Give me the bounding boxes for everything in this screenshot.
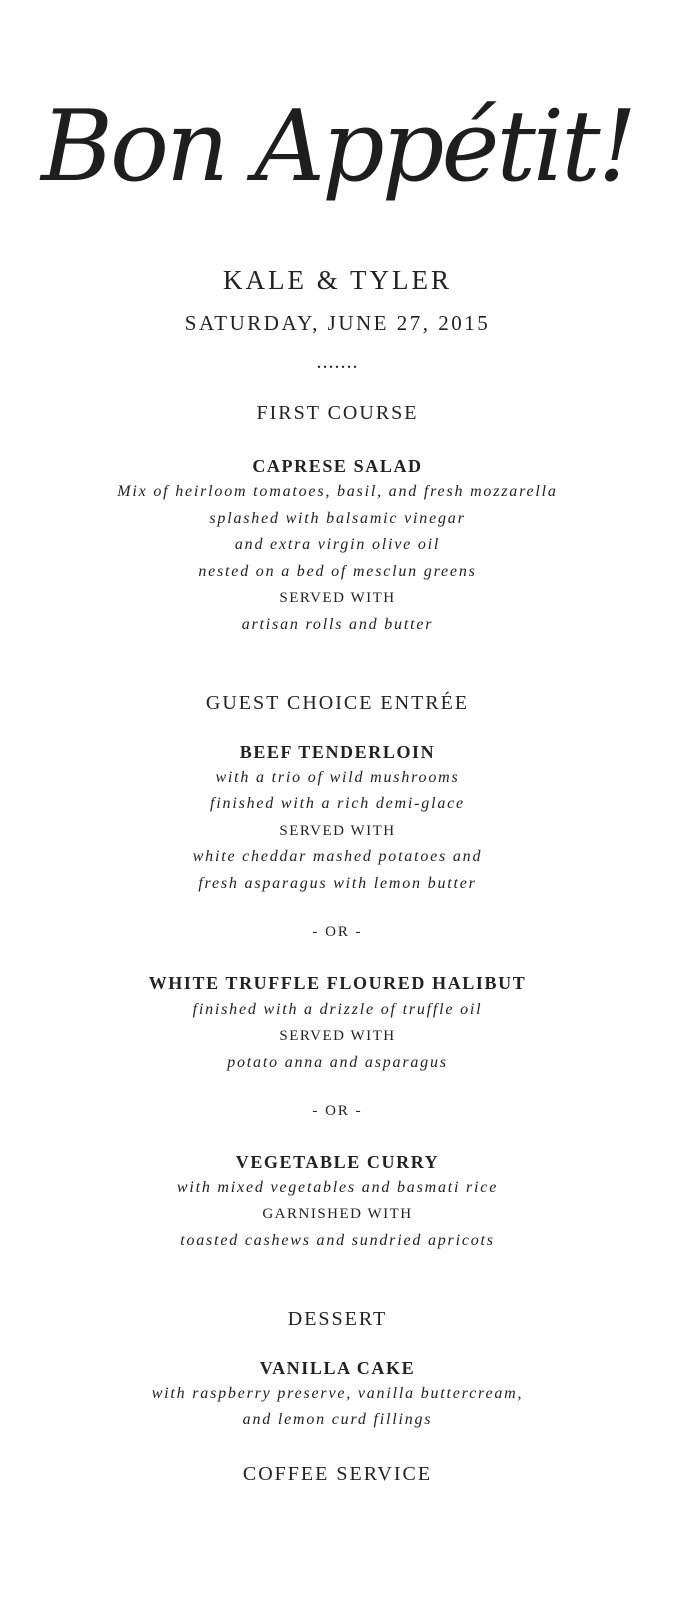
dish-description-line: artisan rolls and butter (241, 616, 434, 633)
served-with-label: SERVED WITH (279, 823, 396, 839)
dish-description-line: finished with a drizzle of truffle oil (192, 1001, 483, 1018)
dish-description-line: Mix of heirloom tomatoes, basil, and fresh mozzarella (117, 483, 558, 500)
dish-description-line: and lemon curd fillings (242, 1411, 433, 1428)
or-separator: - OR - (312, 1103, 363, 1119)
coffee-service: COFFEE SERVICE (242, 1463, 433, 1485)
dish-description-line: toasted cashews and sundried apricots (180, 1232, 495, 1249)
dish-description-line: with raspberry preserve, vanilla buttercream, (151, 1385, 524, 1402)
dish-description-line: nested on a bed of mesclun greens (198, 563, 477, 580)
dish-description-line: with a trio of wild mushrooms (215, 769, 460, 786)
section-heading-dessert: DESSERT (287, 1308, 388, 1330)
dish-name-white-truffle-floured-halibut: WHITE TRUFFLE FLOURED HALIBUT (148, 973, 527, 993)
dotted-divider: ....... (316, 351, 359, 373)
dish-description-line: potato anna and asparagus (227, 1054, 448, 1071)
dish-description-line: splashed with balsamic vinegar (209, 510, 466, 527)
dish-description-line: and extra virgin olive oil (234, 536, 441, 553)
served-with-label: SERVED WITH (279, 1028, 396, 1044)
event-date: SATURDAY, JUNE 27, 2015 (184, 311, 491, 335)
dish-description-line: finished with a rich demi-glace (210, 795, 465, 812)
garnished-with-label: GARNISHED WITH (262, 1206, 413, 1222)
dish-name-beef-tenderloin: BEEF TENDERLOIN (239, 742, 436, 762)
dish-description-line: white cheddar mashed potatoes and (192, 848, 483, 865)
or-separator: - OR - (312, 924, 363, 940)
section-heading-entree: GUEST CHOICE ENTRÉE (205, 692, 470, 714)
section-heading-first-course: FIRST COURSE (256, 402, 419, 424)
menu-title-script: Bon Appétit! (40, 90, 634, 204)
dish-description-line: fresh asparagus with lemon butter (198, 875, 477, 892)
dish-name-vanilla-cake: VANILLA CAKE (259, 1358, 416, 1378)
served-with-label: SERVED WITH (279, 590, 396, 606)
dish-description-line: with mixed vegetables and basmati rice (176, 1179, 499, 1196)
couple-names: KALE & TYLER (223, 265, 452, 295)
dish-name-caprese-salad: CAPRESE SALAD (252, 456, 423, 476)
dish-name-vegetable-curry: VEGETABLE CURRY (235, 1152, 440, 1172)
